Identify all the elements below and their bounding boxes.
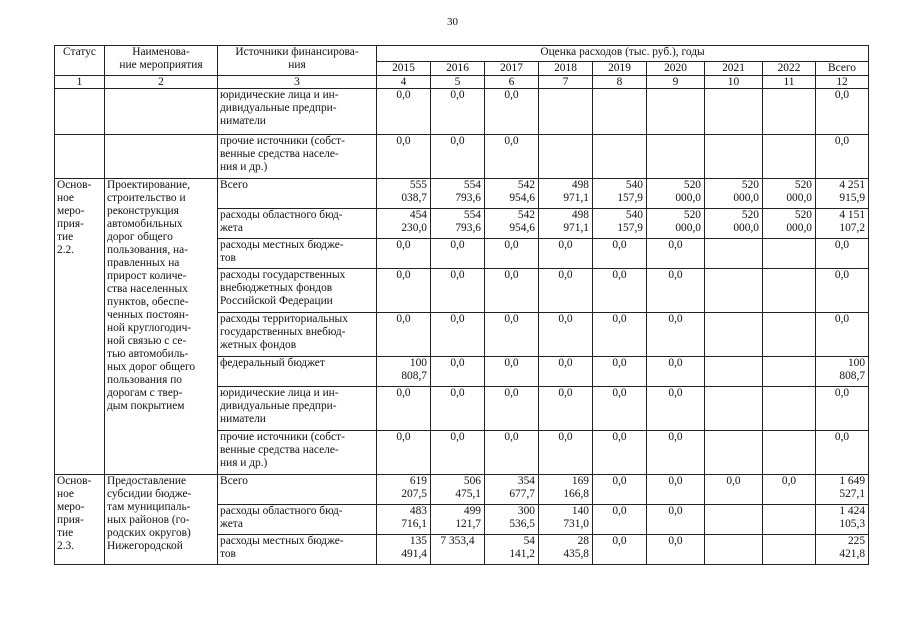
value-cell <box>647 135 705 179</box>
value-cell: 0,0 <box>647 357 705 387</box>
year-header: 2018 <box>539 62 593 76</box>
value-cell: 483 716,1 <box>377 505 431 535</box>
value-cell: 0,0 <box>593 431 647 475</box>
value-cell: 540 157,9 <box>593 209 647 239</box>
value-cell: 0,0 <box>377 431 431 475</box>
table-row <box>55 179 869 209</box>
budget-table <box>54 45 869 565</box>
value-cell: 0,0 <box>431 357 485 387</box>
value-cell: 520 000,0 <box>647 209 705 239</box>
column-index: 7 <box>539 76 593 89</box>
status-cell: Основ- ное меро- прия- тие 2.2. <box>55 179 105 475</box>
value-cell <box>763 269 816 313</box>
value-cell <box>763 239 816 269</box>
value-cell: 0,0 <box>485 269 539 313</box>
value-cell: 0,0 <box>431 269 485 313</box>
value-cell: 520 000,0 <box>705 209 763 239</box>
value-cell: 0,0 <box>539 269 593 313</box>
value-cell: 520 000,0 <box>763 179 816 209</box>
value-cell <box>705 505 763 535</box>
value-cell: 0,0 <box>431 431 485 475</box>
value-cell <box>705 135 763 179</box>
value-cell: 0,0 <box>431 135 485 179</box>
value-cell: 0,0 <box>377 239 431 269</box>
value-cell: 542 954,6 <box>485 209 539 239</box>
value-cell: 0,0 <box>539 357 593 387</box>
value-cell: 135 491,4 <box>377 535 431 565</box>
value-cell: 0,0 <box>705 475 763 505</box>
value-cell: 0,0 <box>647 387 705 431</box>
value-cell: 0,0 <box>816 387 869 431</box>
value-cell: 1 649 527,1 <box>816 475 869 505</box>
value-cell <box>705 269 763 313</box>
column-index: 1 <box>55 76 105 89</box>
value-cell: 555 038,7 <box>377 179 431 209</box>
value-cell: 0,0 <box>377 89 431 135</box>
header-status: Статус <box>55 46 105 76</box>
value-cell: 0,0 <box>647 535 705 565</box>
value-cell: 0,0 <box>647 475 705 505</box>
value-cell: 499 121,7 <box>431 505 485 535</box>
header-source: Источники финансирова- ния <box>218 46 377 76</box>
value-cell: 0,0 <box>485 135 539 179</box>
value-cell: 300 536,5 <box>485 505 539 535</box>
value-cell: 0,0 <box>816 313 869 357</box>
value-cell: 0,0 <box>539 431 593 475</box>
event-cell: Предоставление субсидии бюдже- там муниципаль- ных районов (го- родских округов) Нижегородской <box>105 475 218 565</box>
value-cell: 506 475,1 <box>431 475 485 505</box>
value-cell: 0,0 <box>816 135 869 179</box>
value-cell: 54 141,2 <box>485 535 539 565</box>
value-cell: 0,0 <box>485 313 539 357</box>
value-cell: 169 166,8 <box>539 475 593 505</box>
source-cell: юридические лица и ин- дивидуальные предпри- ниматели <box>218 89 377 135</box>
status-cell: Основ- ное меро- прия- тие 2.3. <box>55 475 105 565</box>
status-cell <box>55 89 105 135</box>
header-event: Наименова- ние мероприятия <box>105 46 218 76</box>
value-cell: 554 793,6 <box>431 209 485 239</box>
value-cell <box>593 89 647 135</box>
table-row <box>55 135 869 179</box>
value-cell: 498 971,1 <box>539 209 593 239</box>
value-cell: 0,0 <box>593 357 647 387</box>
value-cell: 520 000,0 <box>647 179 705 209</box>
year-header: 2016 <box>431 62 485 76</box>
value-cell: 0,0 <box>593 239 647 269</box>
value-cell <box>763 505 816 535</box>
value-cell: 100 808,7 <box>377 357 431 387</box>
year-header: 2019 <box>593 62 647 76</box>
value-cell <box>647 89 705 135</box>
value-cell: 0,0 <box>593 535 647 565</box>
value-cell <box>763 431 816 475</box>
source-cell: Всего <box>218 179 377 209</box>
value-cell: 498 971,1 <box>539 179 593 209</box>
column-index: 5 <box>431 76 485 89</box>
value-cell: 0,0 <box>816 269 869 313</box>
value-cell <box>705 89 763 135</box>
year-header: 2015 <box>377 62 431 76</box>
table-row <box>55 475 869 505</box>
source-cell: расходы местных бюдже- тов <box>218 535 377 565</box>
value-cell <box>705 239 763 269</box>
value-cell: 0,0 <box>431 387 485 431</box>
value-cell: 0,0 <box>647 239 705 269</box>
source-cell: юридические лица и ин- дивидуальные предпри- ниматели <box>218 387 377 431</box>
status-cell <box>55 135 105 179</box>
value-cell: 0,0 <box>816 431 869 475</box>
value-cell: 454 230,0 <box>377 209 431 239</box>
source-cell: Всего <box>218 475 377 505</box>
value-cell: 0,0 <box>377 313 431 357</box>
value-cell <box>763 135 816 179</box>
year-header: 2022 <box>763 62 816 76</box>
value-cell: 540 157,9 <box>593 179 647 209</box>
source-cell: расходы государственных внебюджетных фондов Российской Федерации <box>218 269 377 313</box>
column-index: 3 <box>218 76 377 89</box>
source-cell: прочие источники (собст- венные средства населе- ния и др.) <box>218 431 377 475</box>
value-cell <box>763 89 816 135</box>
value-cell: 225 421,8 <box>816 535 869 565</box>
value-cell: 520 000,0 <box>763 209 816 239</box>
value-cell <box>705 535 763 565</box>
value-cell: 0,0 <box>485 431 539 475</box>
value-cell: 0,0 <box>431 313 485 357</box>
value-cell: 0,0 <box>377 135 431 179</box>
value-cell: 140 731,0 <box>539 505 593 535</box>
source-cell: расходы областного бюд- жета <box>218 505 377 535</box>
value-cell <box>763 313 816 357</box>
event-cell: Проектирование, строительство и реконструкция автомобильных дорог общего пользования, на- правленных на прирост количе- ства населенных пунктов, обеспе- ченных постоян- ной круглогодич- ной связью с се- тью автомобиль- ных дорог общего пользования по дорогам с твер- дым покрытием <box>105 179 218 475</box>
value-cell: 0,0 <box>485 239 539 269</box>
value-cell: 0,0 <box>377 269 431 313</box>
value-cell: 619 207,5 <box>377 475 431 505</box>
value-cell: 0,0 <box>485 357 539 387</box>
value-cell <box>763 387 816 431</box>
column-index: 8 <box>593 76 647 89</box>
value-cell: 0,0 <box>431 239 485 269</box>
year-header: 2020 <box>647 62 705 76</box>
event-cell <box>105 135 218 179</box>
value-cell: 0,0 <box>485 89 539 135</box>
value-cell: 0,0 <box>593 387 647 431</box>
value-cell: 0,0 <box>647 505 705 535</box>
column-index: 11 <box>763 76 816 89</box>
value-cell: 0,0 <box>593 269 647 313</box>
value-cell <box>593 135 647 179</box>
value-cell <box>705 431 763 475</box>
value-cell: 0,0 <box>539 239 593 269</box>
year-header: Всего <box>816 62 869 76</box>
column-index: 4 <box>377 76 431 89</box>
year-header: 2021 <box>705 62 763 76</box>
value-cell: 0,0 <box>647 313 705 357</box>
value-cell: 0,0 <box>647 269 705 313</box>
value-cell: 0,0 <box>593 313 647 357</box>
value-cell: 0,0 <box>647 431 705 475</box>
year-header: 2017 <box>485 62 539 76</box>
value-cell <box>539 135 593 179</box>
column-index: 2 <box>105 76 218 89</box>
value-cell: 0,0 <box>763 475 816 505</box>
value-cell: 0,0 <box>539 313 593 357</box>
value-cell <box>763 357 816 387</box>
column-index: 9 <box>647 76 705 89</box>
value-cell: 1 424 105,3 <box>816 505 869 535</box>
source-cell: расходы областного бюд- жета <box>218 209 377 239</box>
value-cell: 0,0 <box>377 387 431 431</box>
value-cell: 520 000,0 <box>705 179 763 209</box>
column-index: 6 <box>485 76 539 89</box>
value-cell: 100 808,7 <box>816 357 869 387</box>
value-cell: 554 793,6 <box>431 179 485 209</box>
value-cell: 0,0 <box>593 505 647 535</box>
table-row <box>55 89 869 135</box>
source-cell: расходы местных бюдже- тов <box>218 239 377 269</box>
value-cell: 0,0 <box>593 475 647 505</box>
value-cell: 0,0 <box>485 387 539 431</box>
value-cell: 354 677,7 <box>485 475 539 505</box>
source-cell: прочие источники (собст- венные средства населе- ния и др.) <box>218 135 377 179</box>
source-cell: расходы территориальных государственных внебюд- жетных фондов <box>218 313 377 357</box>
value-cell: 7 353,4 <box>431 535 485 565</box>
value-cell: 4 251 915,9 <box>816 179 869 209</box>
value-cell <box>705 357 763 387</box>
column-index: 10 <box>705 76 763 89</box>
value-cell: 0,0 <box>816 239 869 269</box>
value-cell <box>705 387 763 431</box>
value-cell: 0,0 <box>431 89 485 135</box>
header-estimate: Оценка расходов (тыс. руб.), годы <box>377 46 869 62</box>
value-cell: 0,0 <box>539 387 593 431</box>
value-cell: 542 954,6 <box>485 179 539 209</box>
value-cell: 28 435,8 <box>539 535 593 565</box>
column-index: 12 <box>816 76 869 89</box>
value-cell <box>763 535 816 565</box>
value-cell: 4 151 107,2 <box>816 209 869 239</box>
page-number: 30 <box>447 16 458 28</box>
value-cell <box>539 89 593 135</box>
source-cell: федеральный бюджет <box>218 357 377 387</box>
value-cell <box>705 313 763 357</box>
event-cell <box>105 89 218 135</box>
value-cell: 0,0 <box>816 89 869 135</box>
